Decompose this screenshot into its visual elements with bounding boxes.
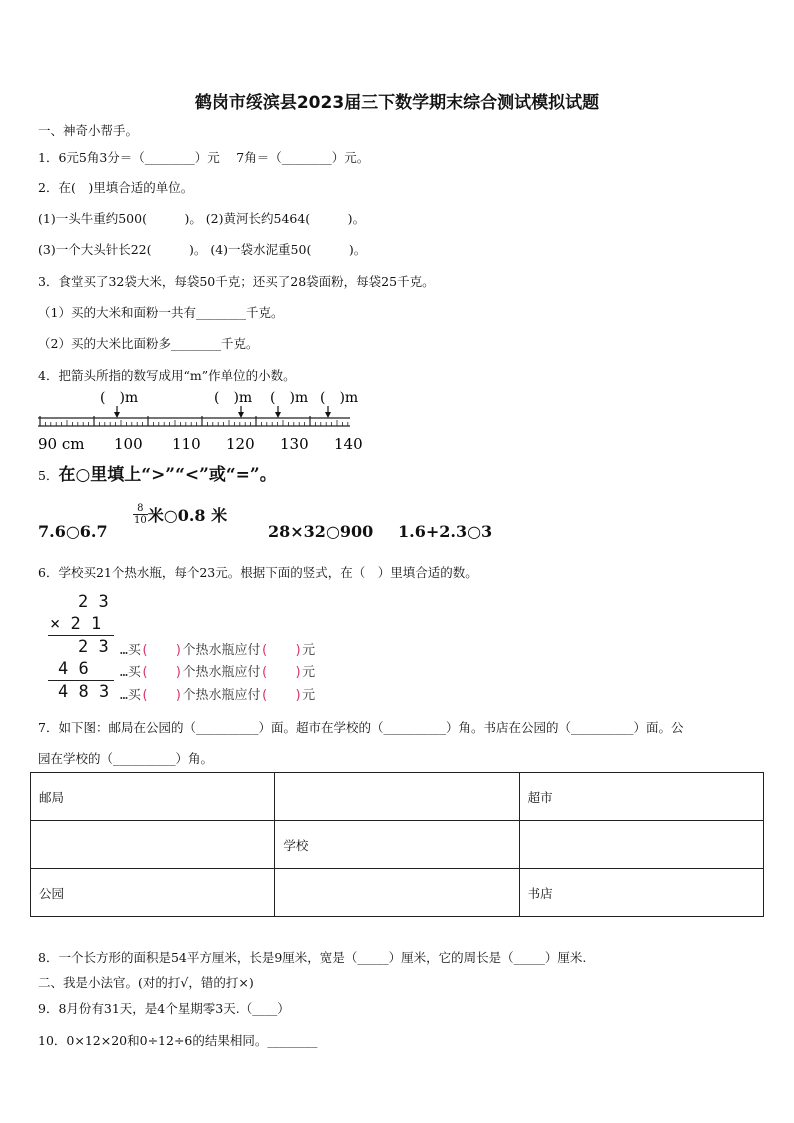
grid-cell: 公园 (31, 869, 275, 917)
ruler-blank-4: ( )m (320, 390, 359, 406)
mult-line-1 (48, 635, 114, 636)
ruler-svg (38, 386, 378, 456)
ruler-label-120: 120 (226, 435, 255, 453)
ruler-figure (38, 386, 378, 460)
section-1-heading: 一、神奇小帮手。 (38, 123, 139, 138)
note-mid: 个热水瓶应付 (182, 665, 261, 680)
grid-cell (519, 821, 763, 869)
grid-row (31, 869, 764, 917)
question-2-part-b: (3)一个大头针长22( )。 (4)一袋水泥重50( )。 (38, 242, 367, 257)
ruler-blank-2: ( )m (214, 390, 253, 406)
note-blank: ( ) (140, 688, 183, 703)
note-prefix: …买 (120, 643, 141, 658)
note-blank: ( ) (260, 688, 303, 703)
ruler-arrow-head (238, 412, 244, 418)
q5-item-d: 1.6+2.3○3 (398, 522, 493, 541)
mult-line-2 (48, 680, 114, 681)
grid-cell: 学校 (275, 821, 519, 869)
ruler-label-100: 100 (114, 435, 143, 453)
grid-cell: 书店 (519, 869, 763, 917)
note-prefix: …买 (120, 688, 141, 703)
question-3-part-2: （2）买的大米比面粉多________千克。 (38, 336, 259, 351)
grid-cell: 超市 (519, 773, 763, 821)
location-grid (30, 772, 764, 917)
note-mid: 个热水瓶应付 (182, 643, 261, 658)
note-end: 元 (302, 688, 316, 703)
question-1: 1．6元5角3分＝（________）元 7角＝（________）元。 (38, 150, 370, 165)
grid-cell (275, 869, 519, 917)
question-7-line-2: 园在学校的（__________）角。 (38, 751, 214, 766)
question-5 (38, 460, 277, 485)
note-blank: ( ) (260, 643, 303, 658)
question-4: 4．把箭头所指的数写成用“m”作单位的小数。 (38, 368, 296, 383)
mult-note-1 (120, 639, 315, 658)
grid-row (31, 773, 764, 821)
note-blank: ( ) (260, 665, 303, 680)
grid-row (31, 821, 764, 869)
question-3-part-1: （1）买的大米和面粉一共有________千克。 (38, 305, 284, 320)
q5-item-c: 28×32○900 (268, 522, 374, 541)
ruler-label-130: 130 (280, 435, 309, 453)
question-6: 6．学校买21个热水瓶，每个23元。根据下面的竖式，在（ ）里填合适的数。 (38, 565, 478, 580)
page-title: 鹤岗市绥滨县2023届三下数学期末综合测试模拟试题 (194, 93, 600, 113)
mult-note-2 (120, 661, 315, 680)
note-blank: ( ) (140, 643, 183, 658)
note-mid: 个热水瓶应付 (182, 688, 261, 703)
ruler-arrows (114, 406, 331, 418)
q5-item-b (133, 503, 227, 526)
ruler-blank-1: ( )m (100, 390, 139, 406)
note-end: 元 (302, 665, 316, 680)
mult-note-3 (120, 684, 315, 703)
q5-fraction (133, 503, 148, 526)
mult-row-5: 4 8 3 (58, 682, 110, 702)
fraction-denominator: 10 (134, 515, 147, 526)
question-2: 2．在( )里填合适的单位。 (38, 180, 194, 195)
mult-row-2: × 2 1 (50, 614, 102, 634)
ruler-label-110: 110 (172, 435, 201, 453)
ruler-arrow-head (325, 412, 331, 418)
question-3: 3．食堂买了32袋大米，每袋50千克；还买了28袋面粉，每袋25千克。 (38, 274, 435, 289)
question-10: 10．0×12×20和0÷12÷6的结果相同。________ (38, 1033, 318, 1048)
note-blank: ( ) (140, 665, 183, 680)
question-7-line-1: 7．如下图：邮局在公园的（__________）面。超市在学校的（__________）角。书店在公园的（__________）面。公 (38, 720, 684, 735)
question-2-part-a: (1)一头牛重约500( )。 (2)黄河长约5464( )。 (38, 211, 366, 226)
question-5-text: 在○里填上“>”“<”或“=”。 (58, 465, 277, 485)
mult-row-4: 4 6 (58, 659, 89, 679)
ruler-arrow-head (275, 412, 281, 418)
q5-item-b-rest: 米○0.8 米 (147, 506, 228, 525)
grid-cell: 邮局 (31, 773, 275, 821)
ruler-blank-3: ( )m (270, 390, 309, 406)
section-2-heading: 二、我是小法官。(对的打√，错的打×) (38, 975, 254, 990)
fraction-numerator: 8 (133, 503, 148, 515)
grid-cell (31, 821, 275, 869)
note-end: 元 (302, 643, 316, 658)
mult-row-3: 2 3 (78, 637, 109, 657)
vertical-multiplication (38, 592, 368, 702)
ruler-label-140: 140 (334, 435, 363, 453)
mult-row-1: 2 3 (78, 592, 109, 612)
grid-cell (275, 773, 519, 821)
question-8: 8．一个长方形的面积是54平方厘米，长是9厘米，宽是（_____）厘米，它的周长是（_____）厘米. (38, 950, 587, 965)
ruler-arrow-head (114, 412, 120, 418)
note-prefix: …买 (120, 665, 141, 680)
ruler-label-90cm: 90 cm (38, 435, 85, 453)
question-5-number: 5． (38, 468, 59, 483)
question-9: 9．8月份有31天，是4个星期零3天.（____） (38, 1001, 290, 1016)
q5-item-a: 7.6○6.7 (38, 522, 108, 541)
